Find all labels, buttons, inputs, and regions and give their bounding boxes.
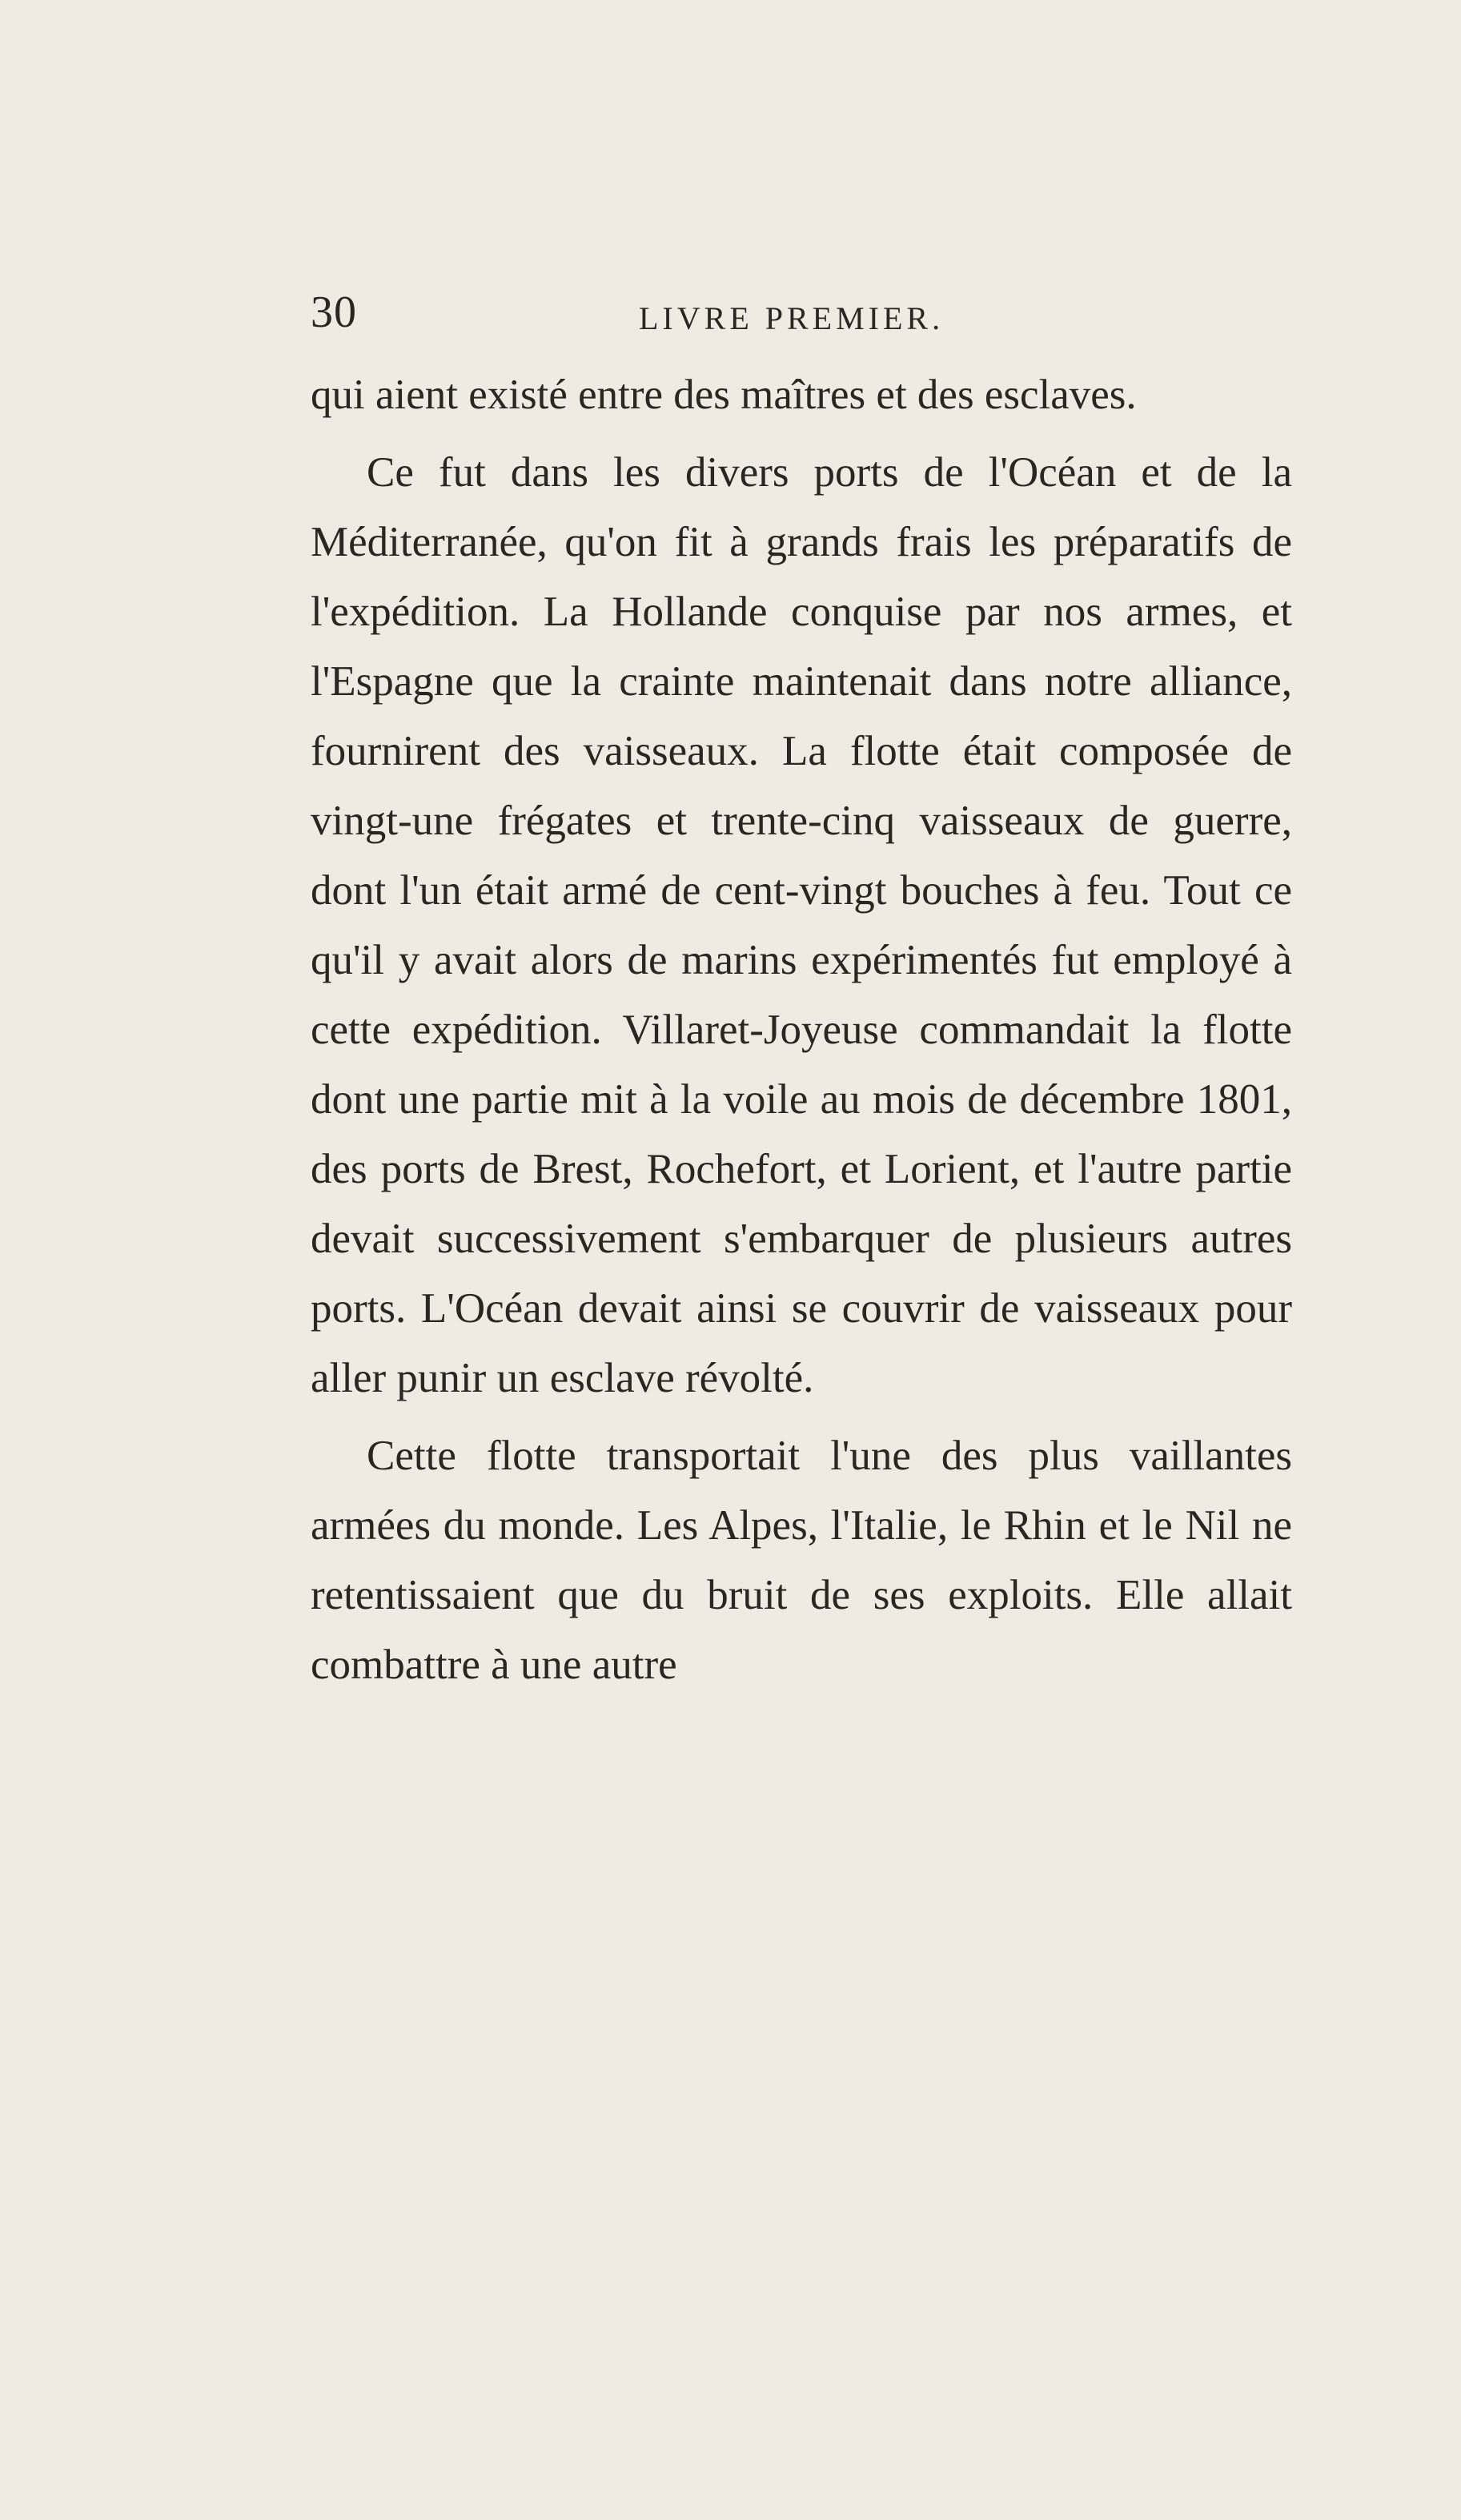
paragraph-expedition: Ce fut dans les divers ports de l'Océan et de la Méditerranée, qu'on fit à grands frais les préparatifs de l'expédition. La Hollande conquise par nos armes, et l'Espagne que la crainte maintenait dans notre alliance, fournirent des vaisseaux. La flotte était composée de vingt-une frégates et trente-cinq vaisseaux de guerre, dont l'un était armé de cent-vingt bouches à feu. Tout ce qu'il y avait alors de marins expérimentés fut employé à cette expédition. Villaret-Joyeuse commandait la flotte dont une partie mit à la voile au mois de décembre 1801, des ports de Brest, Rochefort, et Lorient, et l'autre partie devait successivement s'embarquer de plusieurs autres ports. L'Océan devait ainsi se couvrir de vaisseaux pour aller punir un esclave révolté. — [311, 449, 1292, 1401]
page-number: 30 — [311, 287, 357, 337]
paragraph-continuation: qui aient existé entre des maîtres et des esclaves. — [311, 372, 1137, 418]
paragraph-army: Cette flotte transportait l'une des plus vaillantes armées du monde. Les Alpes, l'Italie, le Rhin et le Nil ne retentissaient que du bruit de ses exploits. Elle allait combattre à une autre — [311, 1433, 1292, 1688]
page-header — [311, 288, 1295, 352]
running-head: LIVRE PREMIER. — [639, 300, 945, 336]
page-body — [311, 360, 1292, 1700]
